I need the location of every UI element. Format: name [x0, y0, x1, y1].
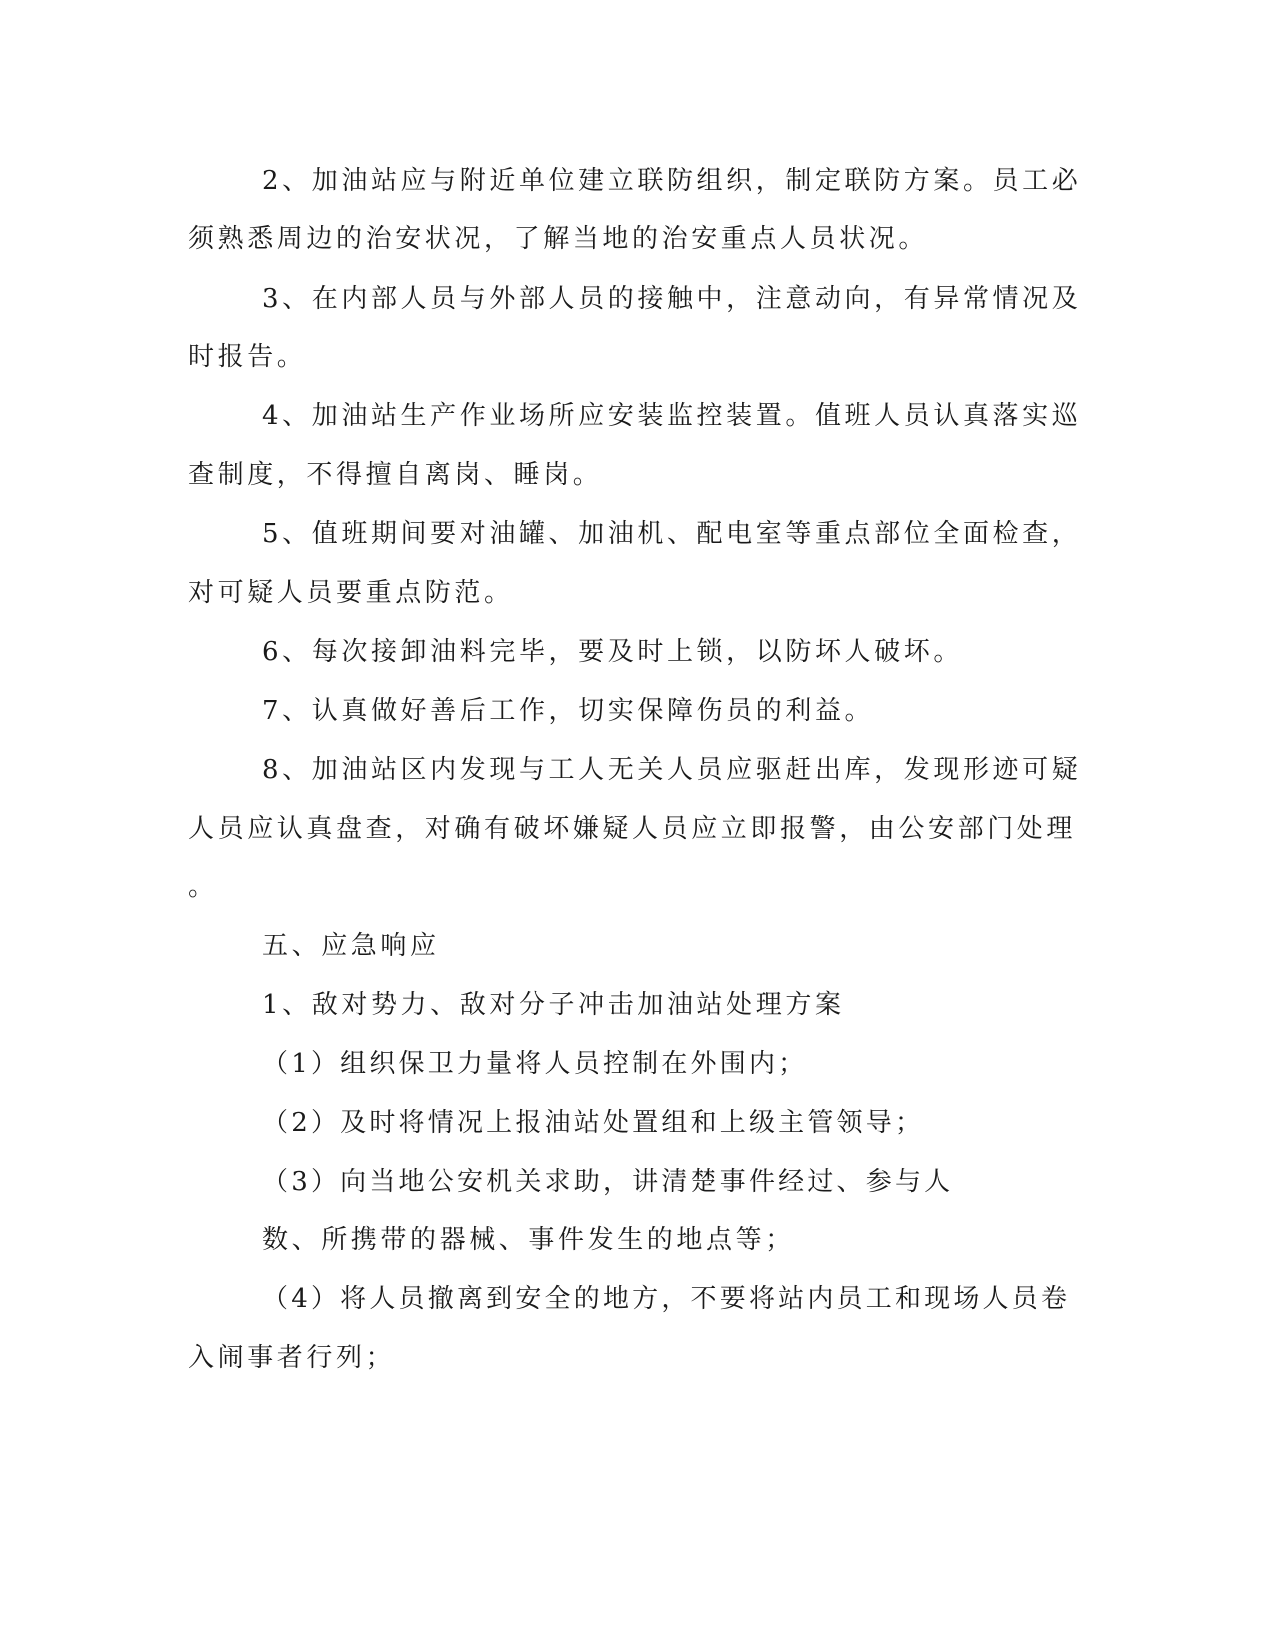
item-3-line-1: 3、在内部人员与外部人员的接触中，注意动向，有异常情况及 — [262, 284, 1082, 314]
item-8-line-2: 人员应认真盘查，对确有破坏嫌疑人员应立即报警，由公安部门处理 — [188, 814, 1077, 844]
item-2-line-2: 须熟悉周边的治安状况，了解当地的治安重点人员状况。 — [188, 224, 929, 254]
item-4-line-2: 查制度，不得擅自离岗、睡岗。 — [188, 460, 603, 490]
item-8-line-1: 8、加油站区内发现与工人无关人员应驱赶出库，发现形迹可疑 — [262, 755, 1082, 785]
section-heading: 五、应急响应 — [262, 931, 440, 961]
step-4-line-2: 入闹事者行列； — [188, 1343, 396, 1373]
item-4-line-1: 4、加油站生产作业场所应安装监控装置。值班人员认真落实巡 — [262, 401, 1082, 431]
subsection-heading: 1、敌对势力、敌对分子冲击加油站处理方案 — [262, 990, 845, 1020]
step-3-line-1: （3）向当地公安机关求助，讲清楚事件经过、参与人 — [262, 1167, 954, 1197]
item-2-line-1: 2、加油站应与附近单位建立联防组织，制定联防方案。员工必 — [262, 166, 1082, 196]
item-8-line-3: 。 — [188, 872, 218, 902]
item-5-line-1: 5、值班期间要对油罐、加油机、配电室等重点部位全面检查， — [262, 519, 1082, 549]
step-4-line-1: （4）将人员撤离到安全的地方，不要将站内员工和现场人员卷 — [262, 1284, 1071, 1314]
step-3-line-2: 数、所携带的器械、事件发生的地点等； — [262, 1225, 795, 1255]
item-6-line-1: 6、每次接卸油料完毕，要及时上锁，以防坏人破坏。 — [262, 637, 963, 667]
item-5-line-2: 对可疑人员要重点防范。 — [188, 578, 514, 608]
step-1-line-1: （1）组织保卫力量将人员控制在外围内； — [262, 1049, 808, 1079]
step-2-line-1: （2）及时将情况上报油站处置组和上级主管领导； — [262, 1108, 925, 1138]
item-3-line-2: 时报告。 — [188, 342, 307, 372]
item-7-line-1: 7、认真做好善后工作，切实保障伤员的利益。 — [262, 696, 875, 726]
